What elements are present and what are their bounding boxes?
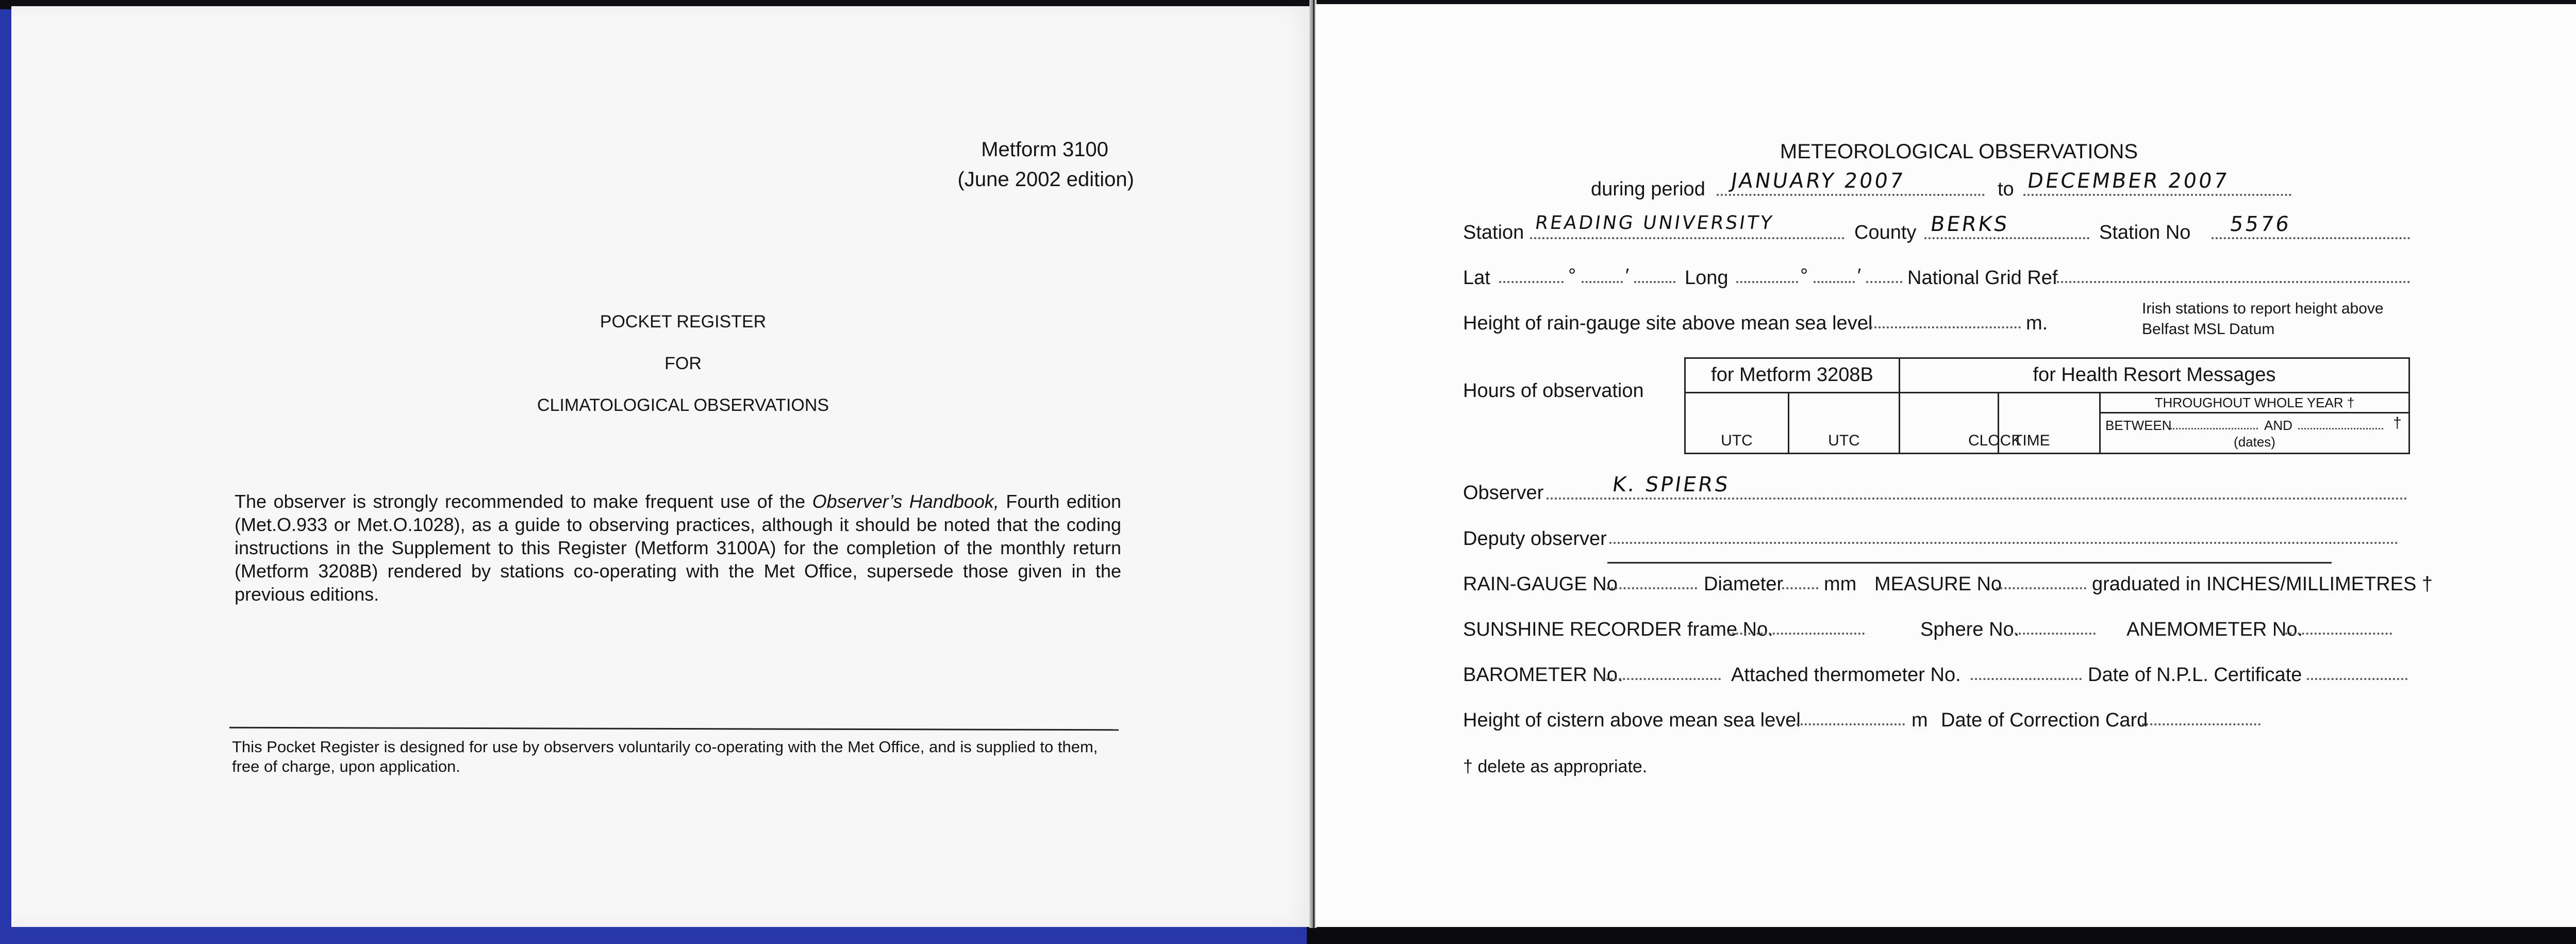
sphere-label: Sphere No. xyxy=(1920,619,2020,640)
correction-card-field[interactable] xyxy=(2142,719,2261,725)
rain-gauge-no-field[interactable] xyxy=(1607,583,1697,589)
station-number-value: 5576 xyxy=(2228,212,2293,236)
observer-field[interactable] xyxy=(1547,473,2407,500)
observer-dots xyxy=(1547,493,2407,500)
handbook-title: Observer’s Handbook, xyxy=(812,491,999,512)
observer-value: K. SPIERS xyxy=(1610,473,1732,496)
npl-certificate-label: Date of N.P.L. Certificate xyxy=(2088,664,2302,686)
period-from-value: JANUARY 2007 xyxy=(1729,169,1907,193)
county-label: County xyxy=(1854,222,1917,243)
deputy-observer-label: Deputy observer xyxy=(1463,528,1607,550)
lat-deg-field[interactable] xyxy=(1499,277,1564,283)
period-to-value: DECEMBER 2007 xyxy=(2025,169,2231,193)
gutter-shadow xyxy=(1313,0,1315,928)
hours-label: Hours of observation xyxy=(1463,380,1644,402)
lat-min-symbol: ′ xyxy=(1625,265,1630,287)
station-number-field[interactable] xyxy=(2212,212,2410,239)
long-deg-symbol: ° xyxy=(1800,265,1808,287)
rain-gauge-label: RAIN-GAUGE No xyxy=(1463,573,1618,595)
period-to-label: to xyxy=(1998,178,2014,200)
sphere-field[interactable] xyxy=(2010,628,2096,635)
register-title-line-2: FOR xyxy=(664,354,702,373)
dates-label: (dates) xyxy=(2234,434,2275,450)
lat-sec-field[interactable] xyxy=(1634,277,1675,283)
correction-card-label: Date of Correction Card xyxy=(1941,709,2148,731)
hours-table xyxy=(1684,357,2410,454)
sunshine-recorder-label: SUNSHINE RECORDER frame No. xyxy=(1463,619,1773,640)
and-date-field[interactable] xyxy=(2298,424,2383,429)
form-edition: (June 2002 edition) xyxy=(957,168,1134,191)
intro-text-end: Fourth edition (Met.O.933 or Met.O.1028), as a guide to observing practices, although it should be noted that the coding instructions in the Supplement to this Register (Metform 3100A) for the completion of the monthly return (Metform 3208B) rendered by stations co-operating with the Met Office, supersede those given in the previous editions. xyxy=(235,491,1121,605)
rain-gauge-height-label: Height of rain-gauge site above mean sea level xyxy=(1463,312,1873,334)
rain-gauge-height-field[interactable] xyxy=(1866,322,2021,328)
barometer-label: BAROMETER No. xyxy=(1463,664,1623,686)
col-health-resort: for Health Resort Messages xyxy=(2033,364,2276,386)
irish-note-line-2: Belfast MSL Datum xyxy=(2142,321,2275,338)
hours-table-header-rule xyxy=(1686,392,2408,393)
deputy-underline xyxy=(1607,562,2332,564)
county-dots xyxy=(1924,233,2089,239)
period-to-dots xyxy=(2023,190,2291,196)
rain-gauge-height-unit: m. xyxy=(2026,312,2048,334)
intro-text-start: The observer is strongly recommended to make frequent use of the xyxy=(235,491,812,512)
cistern-height-field[interactable] xyxy=(1797,719,1905,725)
station-dots xyxy=(1530,233,1844,239)
diameter-field[interactable] xyxy=(1782,583,1818,589)
npl-certificate-field[interactable] xyxy=(2307,674,2407,680)
between-date-field[interactable] xyxy=(2170,424,2258,429)
utc-label-2: UTC xyxy=(1828,432,1860,449)
between-dagger: † xyxy=(2393,415,2402,432)
observer-label: Observer xyxy=(1463,482,1544,504)
intro-paragraph xyxy=(235,490,1121,606)
register-title-line-3: CLIMATOLOGICAL OBSERVATIONS xyxy=(537,395,829,415)
cistern-height-label: Height of cistern above mean sea level xyxy=(1463,709,1801,731)
measure-label: MEASURE No xyxy=(1874,573,2002,595)
station-number-dots xyxy=(2212,233,2410,239)
form-id: Metform 3100 xyxy=(981,138,1108,161)
hours-table-throughout-rule xyxy=(2099,412,2408,413)
long-label: Long xyxy=(1685,267,1729,289)
deputy-observer-field[interactable] xyxy=(1609,538,2398,544)
delete-footnote: † delete as appropriate. xyxy=(1463,757,1648,776)
utc-label-1: UTC xyxy=(1721,432,1753,449)
observations-heading: METEOROLOGICAL OBSERVATIONS xyxy=(1780,140,2138,163)
county-value: BERKS xyxy=(1929,212,2011,236)
thermometer-label: Attached thermometer No. xyxy=(1731,664,1961,686)
sunshine-frame-field[interactable] xyxy=(1728,628,1865,635)
anemometer-field[interactable] xyxy=(2281,628,2392,635)
time-label: TIME xyxy=(2013,432,2050,449)
station-value: READING UNIVERSITY xyxy=(1534,212,1775,234)
period-from-dots xyxy=(1717,190,1985,196)
station-field[interactable] xyxy=(1530,212,1844,239)
diameter-unit: mm xyxy=(1824,573,1857,595)
grid-ref-label: National Grid Ref xyxy=(1907,267,2058,289)
anemometer-label: ANEMOMETER No. xyxy=(2126,619,2303,640)
left-page xyxy=(11,6,1316,927)
long-deg-field[interactable] xyxy=(1736,277,1798,283)
station-label: Station xyxy=(1463,222,1524,243)
thermometer-field[interactable] xyxy=(1971,674,2082,680)
long-min-symbol: ′ xyxy=(1857,265,1862,287)
left-footnote: This Pocket Register is designed for use by observers voluntarily co-operating with the Met Office, and is supplied to them, free of charge, upon application. xyxy=(232,738,1098,775)
grid-ref-field[interactable] xyxy=(2057,277,2410,283)
long-sec-field[interactable] xyxy=(1866,277,1902,283)
barometer-field[interactable] xyxy=(1602,674,1721,680)
irish-note-line-1: Irish stations to report height above xyxy=(2142,300,2384,317)
lat-min-field[interactable] xyxy=(1582,277,1623,283)
and-label: AND xyxy=(2264,418,2292,433)
period-from-field[interactable] xyxy=(1717,169,1985,196)
register-title-line-1: POCKET REGISTER xyxy=(600,312,767,332)
long-min-field[interactable] xyxy=(1814,277,1855,283)
between-label: BETWEEN xyxy=(2105,418,2172,433)
period-label: during period xyxy=(1591,178,1705,200)
diameter-label: Diameter xyxy=(1704,573,1784,595)
lat-label: Lat xyxy=(1463,267,1490,289)
col-metform: for Metform 3208B xyxy=(1711,364,1873,386)
station-number-label: Station No xyxy=(2099,222,2191,243)
county-field[interactable] xyxy=(1924,212,2089,239)
clock-label: CLOCK xyxy=(1968,432,2022,449)
lat-deg-symbol: ° xyxy=(1568,265,1576,287)
measure-no-field[interactable] xyxy=(1996,583,2086,589)
graduated-label: graduated in INCHES/MILLIMETRES † xyxy=(2092,573,2433,595)
period-to-field[interactable] xyxy=(2023,169,2291,196)
cistern-height-unit: m xyxy=(1912,709,1928,731)
throughout-year: THROUGHOUT WHOLE YEAR † xyxy=(2154,395,2355,410)
